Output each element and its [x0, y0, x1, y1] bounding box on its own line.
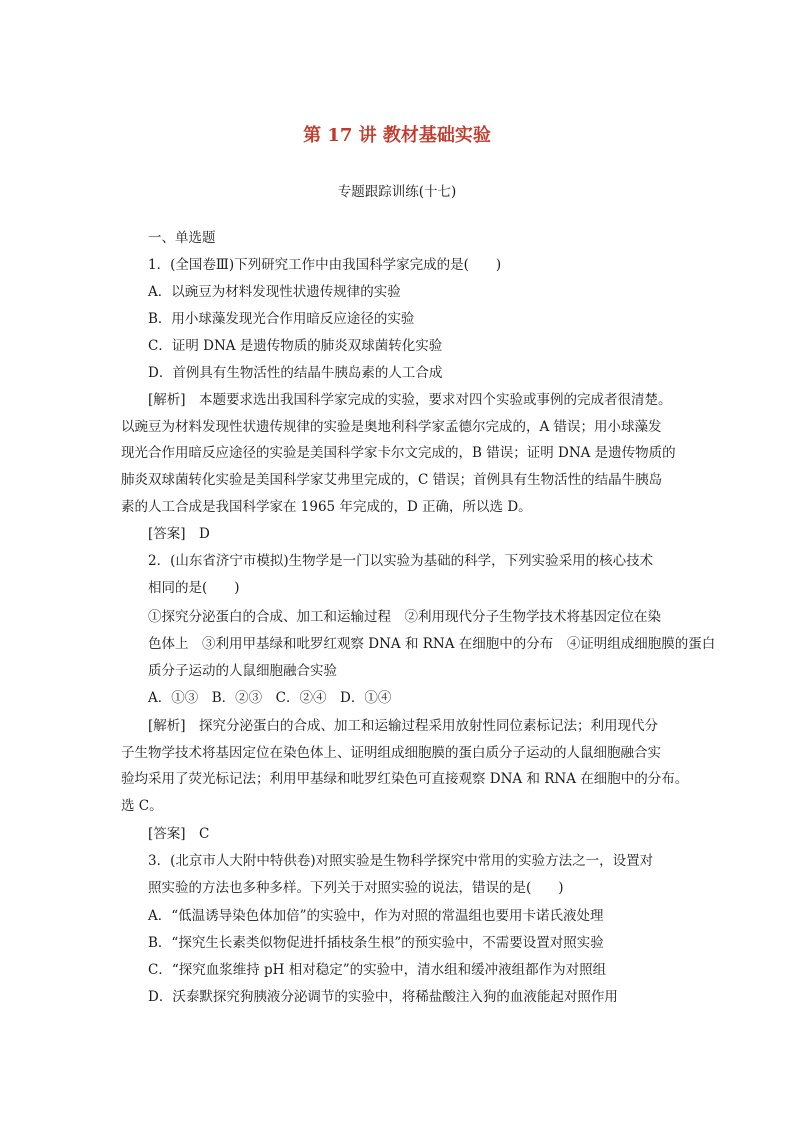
text-line: 选 C。	[121, 798, 163, 814]
text-line: 现光合作用暗反应途径的实验是美国科学家卡尔文完成的，B 错误；证明 DNA 是遗传物质的	[121, 445, 676, 461]
text-line: D．首例具有生物活性的结晶牛胰岛素的人工合成	[148, 365, 443, 381]
text-line: A．①③ B．②③ C．②④ D．①④	[148, 690, 392, 706]
text-line: [解析] 本题要求选出我国科学家完成的实验，要求对四个实验或事例的完成者很清楚。	[148, 392, 672, 408]
text-line: 肺炎双球菌转化实验是美国科学家艾弗里完成的，C 错误；首例具有生物活性的结晶牛胰岛	[121, 472, 663, 488]
text-line: D．沃泰默探究狗胰液分泌调节的实验中，将稀盐酸注入狗的血液能起对照作用	[148, 989, 618, 1005]
text-line: 3．(北京市人大附中特供卷)对照实验是生物科学探究中常用的实验方法之一，设置对	[148, 853, 654, 869]
text-line: 色体上 ③利用甲基绿和吡罗红观察 DNA 和 RNA 在细胞中的分布 ④证明组成细胞膜的蛋白	[148, 636, 716, 652]
text-line: 相同的是( )	[148, 580, 240, 596]
text-line: [解析] 探究分泌蛋白的合成、加工和运输过程采用放射性同位素标记法；利用现代分	[148, 718, 659, 734]
text-line: 素的人工合成是我国科学家在 1965 年完成的，D 正确，所以选 D。	[121, 499, 532, 515]
text-line: C．证明 DNA 是遗传物质的肺炎双球菌转化实验	[148, 338, 443, 354]
text-line: 2．(山东省济宁市模拟)生物学是一门以实验为基础的科学，下列实验采用的核心技术	[148, 553, 654, 569]
text-line: 质分子运动的人鼠细胞融合实验	[148, 663, 337, 679]
text-line: ①探究分泌蛋白的合成、加工和运输过程 ②利用现代分子生物学技术将基因定位在染	[148, 609, 661, 625]
text-line: 子生物学技术将基因定位在染色体上、证明组成细胞膜的蛋白质分子运动的人鼠细胞融合实	[121, 745, 661, 761]
text-line: A．“低温诱导染色体加倍”的实验中，作为对照的常温组也要用卡诺氏液处理	[148, 908, 604, 924]
page-title: 第 17 讲 教材基础实验	[303, 125, 491, 146]
text-line: C．“探究血浆维持 pH 相对稳定”的实验中，清水组和缓冲液组都作为对照组	[148, 962, 607, 978]
text-line: 以豌豆为材料发现性状遗传规律的实验是奥地利科学家孟德尔完成的，A 错误；用小球藻发	[121, 419, 662, 435]
text-line: B．“探究生长素类似物促进扦插枝条生根”的预实验中，不需要设置对照实验	[148, 935, 604, 951]
section-heading: 一、单选题	[148, 230, 216, 246]
text-line: 验均采用了荧光标记法；利用甲基绿和吡罗红染色可直接观察 DNA 和 RNA 在细胞中的分布。	[121, 771, 689, 787]
text-line: [答案] C	[148, 826, 210, 842]
text-line: 1．(全国卷Ⅲ)下列研究工作中由我国科学家完成的是( )	[148, 257, 502, 273]
text-line: 照实验的方法也多种多样。下列关于对照实验的说法，错误的是( )	[148, 880, 564, 896]
text-line: A．以豌豆为材料发现性状遗传规律的实验	[148, 284, 401, 300]
text-line: B．用小球藻发现光合作用暗反应途径的实验	[148, 311, 415, 327]
text-line: [答案] D	[148, 526, 210, 542]
page-subtitle: 专题跟踪训练(十七)	[337, 184, 457, 200]
